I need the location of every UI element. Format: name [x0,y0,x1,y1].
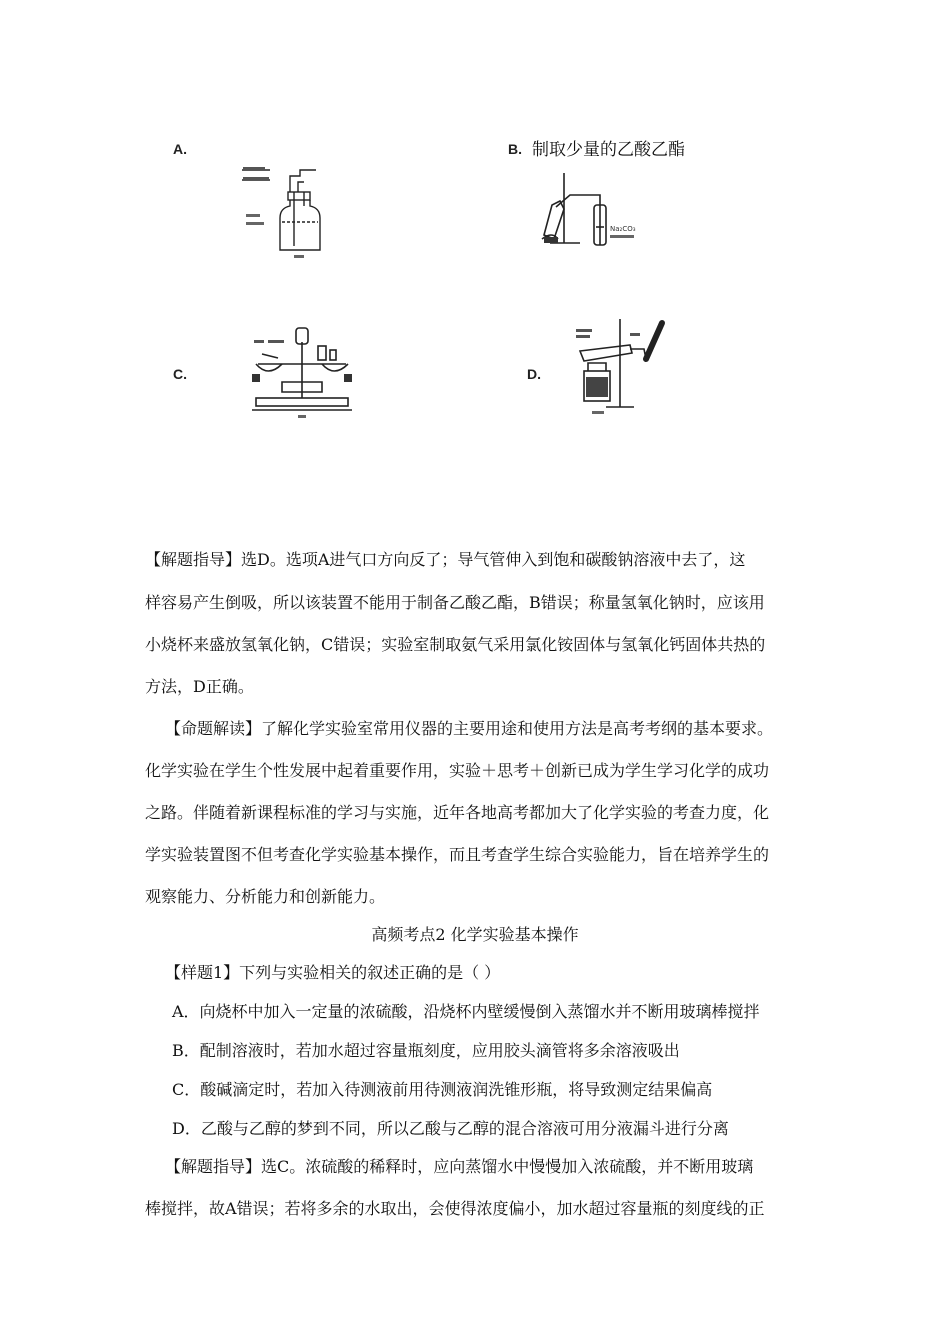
explanation1-line-4: 方法，D正确。 [145,677,254,696]
figure-b-tube-label: Na₂CO₃ [610,225,636,233]
figure-b-label: B. [508,141,522,157]
question-stem: 【样题1】下列与实验相关的叙述正确的是（ ） [165,963,501,982]
question-option-c: C．酸碱滴定时，若加入待测液前用待测液润洗锥形瓶，将导致测定结果偏高 [172,1080,713,1099]
figure-c-balance [248,322,358,422]
interpretation-line-3: 之路。伴随着新课程标准的学习与实施，近年各地高考都加大了化学实验的考查力度，化 [145,803,770,822]
question-option-b: B．配制溶液时，若加水超过容量瓶刻度，应用胶头滴管将多余溶液吸出 [172,1041,680,1060]
explanation2-line-1: 【解题指导】选C。浓硫酸的稀释时，应向蒸馏水中慢慢加入浓硫酸，并不断用玻璃 [165,1157,754,1176]
explanation1-line-3: 小烧杯来盛放氢氧化钠，C错误；实验室制取氨气采用氯化铵固体与氢氧化钙固体共热的 [145,635,766,654]
explanation1-line-2: 样容易产生倒吸，所以该装置不能用于制备乙酸乙酯，B错误；称量氢氧化钠时，应该用 [145,593,765,612]
interpretation-line-2: 化学实验在学生个性发展中起着重要作用，实验＋思考＋创新已成为学生学习化学的成功 [145,761,770,780]
figure-b-title: 制取少量的乙酸乙酯 [532,140,685,160]
interpretation-line-1: 【命题解读】了解化学实验室常用仪器的主要用途和使用方法是高考考纲的基本要求。 [165,719,774,738]
figure-a-gas-washing-bottle [240,162,330,262]
interpretation-line-4: 学实验装置图不但考查化学实验基本操作，而且考查学生综合实验能力，旨在培养学生的 [145,845,770,864]
section-heading: 高频考点2 化学实验基本操作 [371,925,579,944]
figure-d-label: D. [527,366,541,382]
figure-d-ammonia-apparatus [570,315,680,420]
explanation2-line-2: 棒搅拌，故A错误；若将多余的水取出，会使得浓度偏小，加水超过容量瓶的刻度线的正 [145,1199,765,1218]
figure-a-label: A. [173,141,187,157]
figure-b-ester-apparatus [530,165,650,250]
question-option-d: D．乙酸与乙醇的梦到不同，所以乙酸与乙醇的混合溶液可用分液漏斗进行分离 [172,1119,729,1138]
question-option-a: A．向烧杯中加入一定量的浓硫酸，沿烧杯内壁缓慢倒入蒸馏水并不断用玻璃棒搅拌 [172,1002,760,1021]
figure-c-label: C. [173,366,187,382]
interpretation-line-5: 观察能力、分析能力和创新能力。 [145,887,386,906]
explanation1-line-1: 【解题指导】选D。选项A进气口方向反了；导气管伸入到饱和碳酸钠溶液中去了，这 [145,550,746,569]
